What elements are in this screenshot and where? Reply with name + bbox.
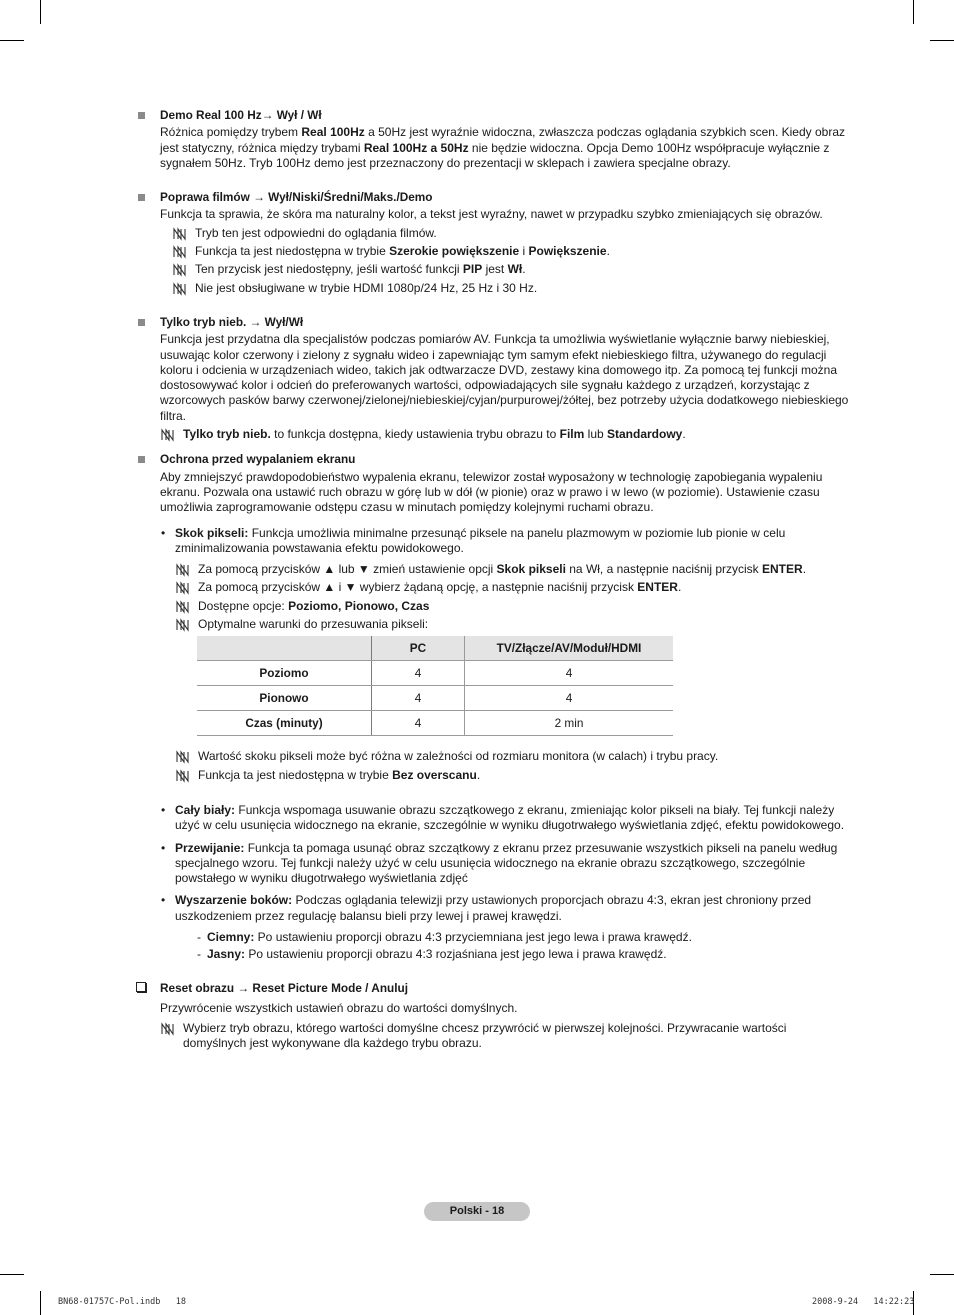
notes-list (175, 562, 850, 632)
section-film-enhance (138, 190, 850, 296)
note-icon (172, 227, 188, 241)
dash-mark: - (197, 947, 201, 962)
notes-list (160, 226, 850, 296)
square-bullet-icon (138, 456, 145, 463)
note-icon (160, 1022, 176, 1036)
note: Tryb ten jest odpowiedni do oglądania filmów. (172, 226, 850, 241)
section-blue-only (138, 315, 850, 442)
notes-list (175, 749, 850, 783)
table-cell: 2 min (465, 711, 674, 736)
table-header-cell (197, 636, 372, 661)
note-icon (175, 581, 191, 595)
note-icon (175, 563, 191, 577)
note: Nie jest obsługiwane w trybie HDMI 1080p/24 Hz, 25 Hz i 30 Hz. (172, 281, 850, 296)
manual-page-content (138, 108, 850, 1052)
notes-list (160, 1021, 850, 1052)
bullet-mark: • (161, 893, 166, 908)
table-cell: Czas (minuty) (197, 711, 372, 736)
section-text: Różnica pomiędzy trybem Real 100Hz a 50Hz jest wyraźnie widoczna, zwłaszcza podczas oglądania szybkich scen. Kiedy obraz jest statyczny, różnica między trybami Real 100Hz a 50Hz nie będzie widoczna. Opcja Demo 100Hz współpracuje wyłącznie z sygnałem 50Hz. Tryb 100Hz demo jest przeznaczony do prezentacji w sklepach i zawiera specjalne obrazy. (160, 125, 845, 170)
bullet-mark: • (161, 840, 166, 855)
section-text: Funkcja jest przydatna dla specjalistów podczas pomiarów AV. Funkcja ta umożliwia wyświetlanie wyłącznie barwy niebieskiej, usuwając kolor czerwony i zielony z sygnału wideo i zapewniając tym samym efekt niebieskiego filtra, używanego do regulacji koloru i odcienia w urządzeniach wideo, takich jak odtwarzacze DVD, zestawy kina domowego itp. Za pomocą tej funkcji można dostosowywać kolor i odcień do preferowanych wartości, odpowiadających sile sygnału każdego z urządzeń, korzystając z wzorcowych pasków barwy czerwonej/zielonej/niebieskiej/cyjan/purpurowej/żółtej, bez potrzeby użycia dodatkowego niebieskiego filtra. (160, 332, 849, 423)
table-cell: 4 (465, 686, 674, 711)
crop-mark (0, 1274, 24, 1275)
crop-mark (930, 1274, 954, 1275)
section-text: Aby zmniejszyć prawdopodobieństwo wypalenia ekranu, telewizor został wyposażony w technologię zapobiegania wypaleniu ekranu. Pozwala ona ustawić ruch obrazu w górę lub w dół (w pionie) oraz w prawo i w lewo (w poziomie). Ustawienie czasu umożliwia zaprogramowanie odstępu czasu w minutach pomiędzy kolejnymi ruchami obrazu. (160, 469, 823, 515)
note: Funkcja ta jest niedostępna w trybie Bez overscanu. (175, 768, 850, 783)
note-icon (175, 600, 191, 614)
bullet-side-gray: • Wyszarzenie boków: Podczas oglądania telewizji przy ustawionych proporcjach obrazu 4:3, ekran jest chroniony przed uszkodzeniem przez regulację balansu bieli przy lewej i prawej krawędzi. - Ciemny: Po ustawieniu proporcji obrazu 4:3 przyciemniana jest jego lewa i prawa krawędź. - Jasny: Po ustawieniu proporcji obrazu 4:3 rozjaśniana jest jego lewa i prawa krawędź. (160, 893, 850, 962)
dash-mark: - (197, 929, 201, 944)
crop-mark (913, 0, 914, 24)
table-cell: Pionowo (197, 686, 372, 711)
bullet-pixel-shift: • Skok pikseli: Funkcja umożliwia minimalne przesunąć piksele na panelu plazmowym w poziomie lub pionie w celu zminimalizowania powstawania efektu powidokowego. Za pomocą przycisków ▲ lub ▼ zmień ustawienie opcji Skok pikseli na Wł, a następnie naciśnij przycisk ENTER. Za pomocą przycisków ▲ i ▼ wybierz żądaną opcję, a następnie naciśnij przycisk ENTER. Dostępne opcje: Poziomo, Pionowo, Czas Optymalne warunki do przesuwania pikseli: PC TV/Złącze/AV/Moduł/HDMI Poziomo 4 4 Pionowo 4 4 Czas (minuty) 4 2 min Wartość skoku pikseli może być różna w zależności od rozmiaru monitora (w calach) i trybu pracy. Funkcja ta jest niedostępna w trybie Bez overscanu. (160, 526, 850, 783)
dash-item-dark: - Ciemny: Po ustawieniu proporcji obrazu 4:3 przyciemniana jest jego lewa i prawa krawędź. (197, 929, 692, 944)
square-bullet-icon (138, 194, 145, 201)
table-row (197, 711, 673, 736)
note: Za pomocą przycisków ▲ i ▼ wybierz żądaną opcję, a następnie naciśnij przycisk ENTER. (175, 580, 850, 595)
crop-mark (0, 40, 24, 41)
footer-file-info: BN68-01757C-Pol.indb 18 (58, 1297, 186, 1307)
bullet-mark: • (161, 525, 166, 540)
note: Ten przycisk jest niedostępny, jeśli wartość funkcji PIP jest Wł. (172, 262, 850, 277)
table-cell: 4 (372, 661, 465, 686)
bullet-all-white: • Cały biały: Funkcja wspomaga usuwanie obrazu szczątkowego z ekranu, zmieniając kolor pikseli na biały. Tej funkcji należy użyć w celu usunięcia widocznego na ekranie, szczególnie w wyniku długotrwałego wyświetlania zdjęć, efektu powidokowego. (161, 802, 845, 833)
footer-datetime: 2008-9-24 14:22:23 (812, 1297, 915, 1307)
crop-mark (40, 1291, 41, 1315)
note: Tylko tryb nieb. to funkcja dostępna, kiedy ustawienia trybu obrazu to Film lub Standardowy. (160, 427, 850, 442)
table-cell: 4 (465, 661, 674, 686)
section-demo-real-100hz (138, 108, 850, 171)
note: Dostępne opcje: Poziomo, Pionowo, Czas (175, 599, 850, 614)
section-text: Funkcja ta sprawia, że skóra ma naturalny kolor, a tekst jest wyraźny, nawet w przypadku szybko zmieniających się obrazów. (160, 207, 823, 222)
table-cell: 4 (372, 686, 465, 711)
table-row (197, 661, 673, 686)
note: Optymalne warunki do przesuwania pikseli: (175, 617, 850, 632)
bullet-mark: • (161, 802, 166, 817)
note: Funkcja ta jest niedostępna w trybie Szerokie powiększenie i Powiększenie. (172, 244, 850, 259)
crop-mark (930, 40, 954, 41)
section-heading: Tylko tryb nieb. → Wył/Wł (160, 314, 304, 329)
table-cell: Poziomo (197, 661, 372, 686)
note-icon (175, 618, 191, 632)
note-icon (175, 769, 191, 783)
section-burn-protection (138, 452, 850, 962)
note-icon (175, 750, 191, 764)
dash-item-bright: - Jasny: Po ustawieniu proporcji obrazu 4:3 rozjaśniana jest jego lewa i prawa krawędź. (197, 947, 667, 962)
square-bullet-icon (138, 319, 145, 326)
section-heading: Reset obrazu → Reset Picture Mode / Anuluj (160, 980, 408, 995)
checkbox-bullet-icon (136, 982, 146, 992)
table-header-row (197, 636, 673, 661)
pixel-shift-table (197, 636, 673, 736)
notes-list (160, 427, 850, 442)
page-number: Polski - 18 (424, 1202, 530, 1221)
section-text: Przywrócenie wszystkich ustawień obrazu do wartości domyślnych. (160, 1000, 518, 1015)
crop-mark (40, 0, 41, 24)
section-heading: Ochrona przed wypalaniem ekranu (160, 452, 356, 467)
note: Wartość skoku pikseli może być różna w zależności od rozmiaru monitora (w calach) i trybu pracy. (175, 749, 850, 764)
note: Wybierz tryb obrazu, którego wartości domyślne chcesz przywrócić w pierwszej kolejności. Przywracanie wartości domyślnych jest wykonywane dla każdego trybu obrazu. (160, 1021, 850, 1052)
note: Za pomocą przycisków ▲ lub ▼ zmień ustawienie opcji Skok pikseli na Wł, a następnie naciśnij przycisk ENTER. (175, 562, 850, 577)
square-bullet-icon (138, 112, 145, 119)
section-heading: Demo Real 100 Hz→ Wył / Wł (160, 108, 322, 122)
note-icon (172, 245, 188, 259)
section-heading: Poprawa filmów → Wył/Niski/Średni/Maks./Demo (160, 190, 433, 205)
table-row (197, 686, 673, 711)
note-icon (172, 263, 188, 277)
bullet-scrolling: • Przewijanie: Funkcja ta pomaga usunąć obraz szczątkowy z ekranu przez przesuwanie wszystkich pikseli na panelu według specjalnego wzoru. Tej funkcji należy użyć w celu usunięcia widocznego na ekranie obrazu szczątkowego, szczególnie powstałego w wyniku długotrwałego wyświetlania zdjęć (161, 840, 838, 886)
note-icon (160, 428, 176, 442)
table-header-cell: TV/Złącze/AV/Moduł/HDMI (465, 636, 674, 661)
table-header-cell: PC (372, 636, 465, 661)
section-picture-reset (138, 981, 850, 1052)
note-icon (172, 282, 188, 296)
table-cell: 4 (372, 711, 465, 736)
